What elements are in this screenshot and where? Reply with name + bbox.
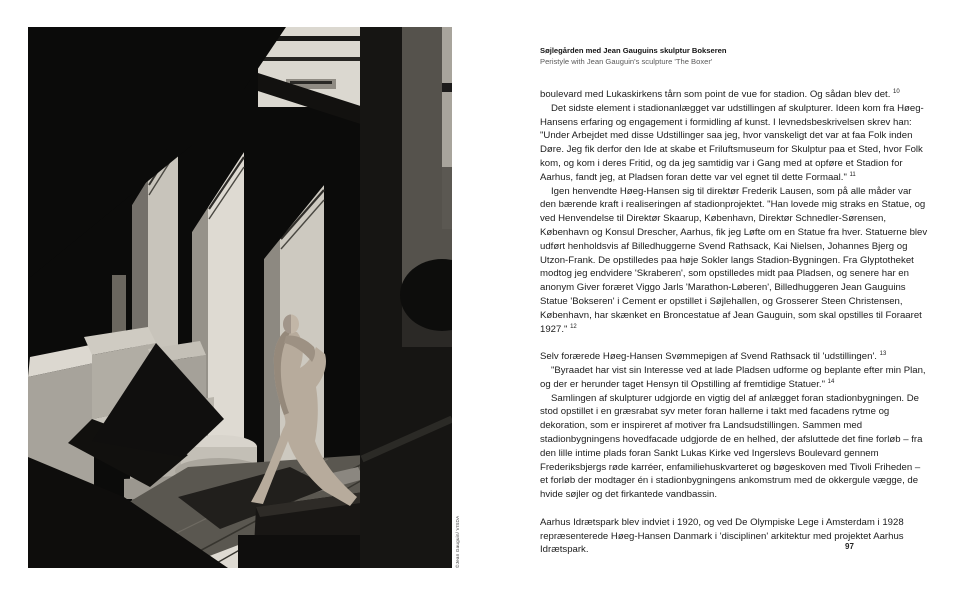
photo-image bbox=[28, 27, 452, 568]
paragraph: Selv forærede Høeg-Hansen Svømmepigen af Svend Rathsack til 'udstillingen'. $^{13}$ bbox=[540, 351, 887, 363]
footnote-marker: 14 bbox=[827, 378, 835, 385]
footnote-marker: 13 bbox=[879, 351, 887, 358]
paragraph: boulevard med Lukaskirkens tårn som point de vue for stadion. Og sådan blev det. $^{10}$ bbox=[540, 89, 900, 100]
paragraph: Det sidste element i stadionanlægget var udstillingen af skulpturer. Ideen kom fra Høeg-Hansens erfaring og engagement i formidling af kunst. I levnedsbeskrivelsen skrev han: "Under Arbejdet med disse Udstillinger saa jeg, hvor vanskeligt det var at faa Folk inden Døre. Jeg fik derfor den Ide at skabe et Friluftsmuseum for Skulptur paa et Sted, hvor Folk kom, og kom i deres Fritid, og da jeg samtidig var i Gang med at opføre et Stadion for Aarhus, fandt jeg, at Pladsen foran dette var vel egnet til dette Formaal." $^{11}$ bbox=[540, 102, 924, 183]
text-column bbox=[540, 46, 928, 557]
caption-danish: Søjlegården med Jean Gauguins skulptur Bokseren bbox=[540, 46, 727, 55]
caption-english: Peristyle with Jean Gauguin's sculpture 'The Boxer' bbox=[540, 56, 713, 66]
body-text bbox=[540, 88, 928, 557]
footnote-marker: 11 bbox=[849, 171, 856, 178]
page-number: 97 bbox=[845, 542, 854, 551]
paragraph: "Byraadet har vist sin Interesse ved at lade Pladsen udforme og beplante efter min Plan, og der er herunder taget Hensyn til Opstilling af fremtidige Statuer." $^{14}$ bbox=[540, 364, 926, 390]
footnote-marker: 12 bbox=[570, 323, 577, 330]
paragraph: Samlingen af skulpturer udgjorde en vigtig del af anlægget foran stadionbygningen. De stod opstillet i en græsrabat syv meter foran hallerne i takt med facadens rytme og dekoration, som er inspireret af motiver fra Landsudstillingen. Sammen med stadionbygningens hovedfacade udgjorde de en helhed, der afsluttede det fine forløb – fra den lille intime plads foran Sankt Lukas Kirke ved Ingerslevs Boulevard gennem Frederiksbjergs røde karréer, enfamiliehuskvarteret og bøgeskoven med Tivoli Friheden – et forløb der modtager én i stadionbygningens ankomstrum med de okkergule vægge, de hvide søjler og det firkantede vandbassin. bbox=[540, 392, 923, 501]
footnote-marker: 10 bbox=[893, 89, 900, 95]
peristyle-photo bbox=[28, 27, 452, 568]
paragraph: Igen henvendte Høeg-Hansen sig til direktør Frederik Lausen, som på alle måder var den bærende kraft i realiseringen af stadionprojektet. "Han lovede mig straks en Statue, og ved Henvendelse til Direktør Skaarup, København, Direktør Schnedler-Sørensen, København og Konsul Drescher, Aarhus, fik jeg Løfte om en Statue fra hver. Statuerne blev udført henholdsvis af Billedhuggerne Svend Rathsack, Kai Nielsen, Johannes Bjerg og Utzon-Frank. De opstilledes paa høje Sokler langs Stadion-Bygningen. Fra Glyptotheket modtog jeg endvidere 'Skraberen', som opstilledes midt paa Pladsen, og senere har en anonym Giver foræret Viggo Jarls 'Marathon-Løberen', Billedhuggeren Jean Gauguins Statue 'Bokseren' i Cement er opstillet i Søjlehallen, og Grosserer Steen Christensen, København, har skænket en Broncestatue af Jean Gauguin, som skal opstilles til Foraaret 1927." $^{12}$ bbox=[540, 185, 928, 335]
photo-credit: ©Jean Gauguin/ VISDA bbox=[455, 515, 460, 568]
paragraph: Aarhus Idrætspark blev indviet i 1920, og ved De Olympiske Lege i Amsterdam i 1928 repræsenterede Høeg-Hansen Danmark i 'disciplinen' arkitektur med projektet Aarhus Idrætspark. bbox=[540, 516, 904, 556]
